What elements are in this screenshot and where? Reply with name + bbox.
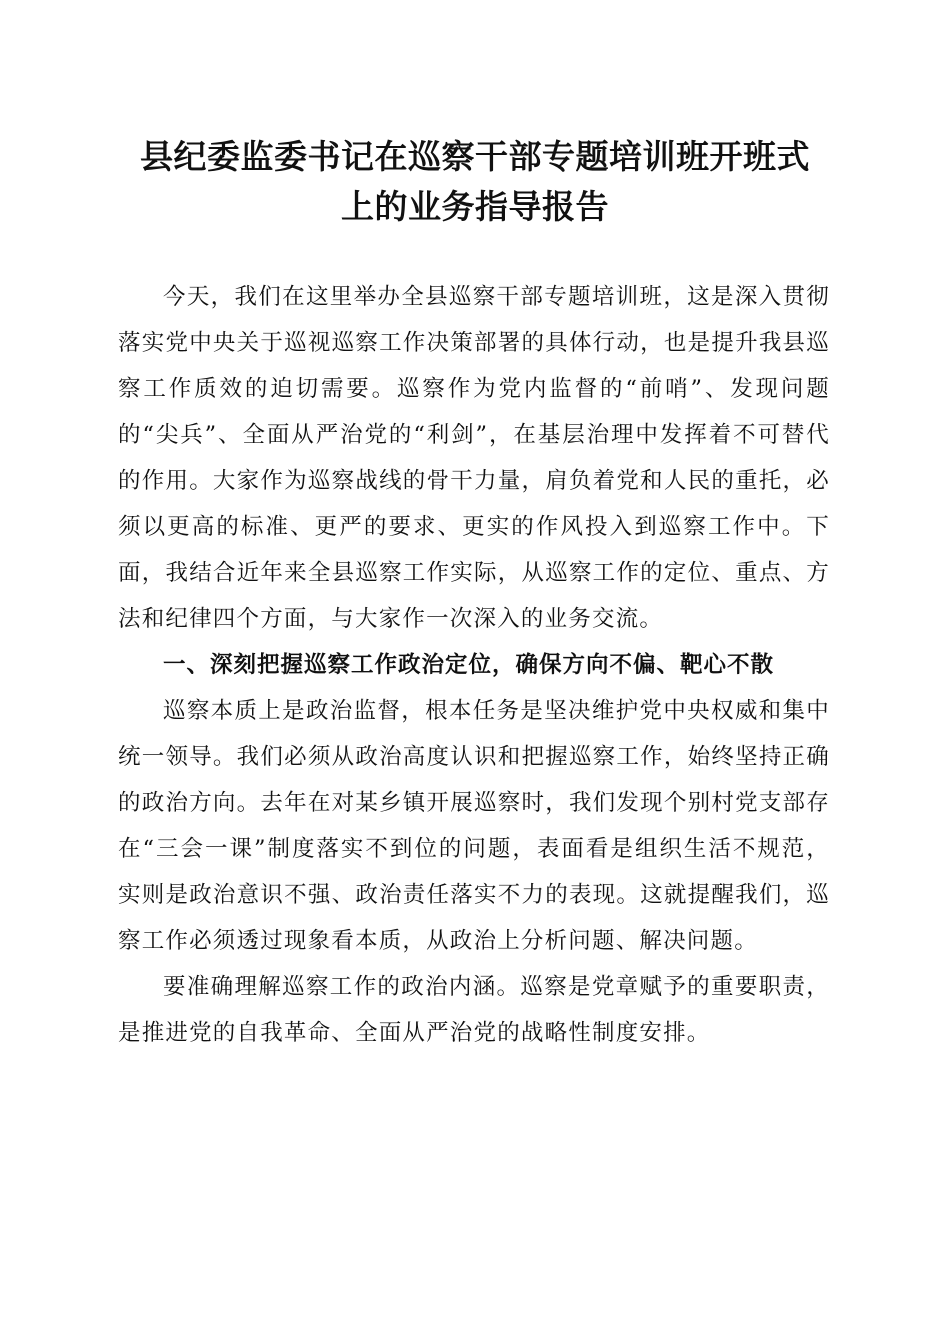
paragraph-intro: 今天，我们在这里举办全县巡察干部专题培训班，这是深入贯彻落实党中央关于巡视巡察工作决策部署的具体行动，也是提升我县巡察工作质效的迫切需要。巡察作为党内监督的“前哨”、发现问题的“尖兵”、全面从严治党的“利剑”，在基层治理中发挥着不可替代的作用。大家作为巡察战线的骨干力量，肩负着党和人民的重托，必须以更高的标准、更严的要求、更实的作风投入到巡察工作中。下面，我结合近年来全县巡察工作实际，从巡察工作的定位、重点、方法和纪律四个方面，与大家作一次深入的业务交流。 (118, 284, 830, 632)
paragraph-political-connotation: 要准确理解巡察工作的政治内涵。巡察是党章赋予的重要职责，是推进党的自我革命、全面从严治党的战略性制度安排。 (118, 974, 830, 1046)
document-body (118, 274, 830, 1056)
title-line-2: 上的业务指导报告 (341, 187, 609, 226)
title-line-1: 县纪委监委书记在巡察干部专题培训班开班式 (140, 137, 810, 176)
section-heading-1: 一、深刻把握巡察工作政治定位，确保方向不偏、靶心不散 (163, 652, 775, 678)
document-title (110, 132, 840, 232)
paragraph-political-supervision: 巡察本质上是政治监督，根本任务是坚决维护党中央权威和集中统一领导。我们必须从政治高度认识和把握巡察工作，始终坚持正确的政治方向。去年在对某乡镇开展巡察时，我们发现个别村党支部存在“三会一课”制度落实不到位的问题，表面看是组织生活不规范，实则是政治意识不强、政治责任落实不力的表现。这就提醒我们，巡察工作必须透过现象看本质，从政治上分析问题、解决问题。 (118, 698, 830, 954)
